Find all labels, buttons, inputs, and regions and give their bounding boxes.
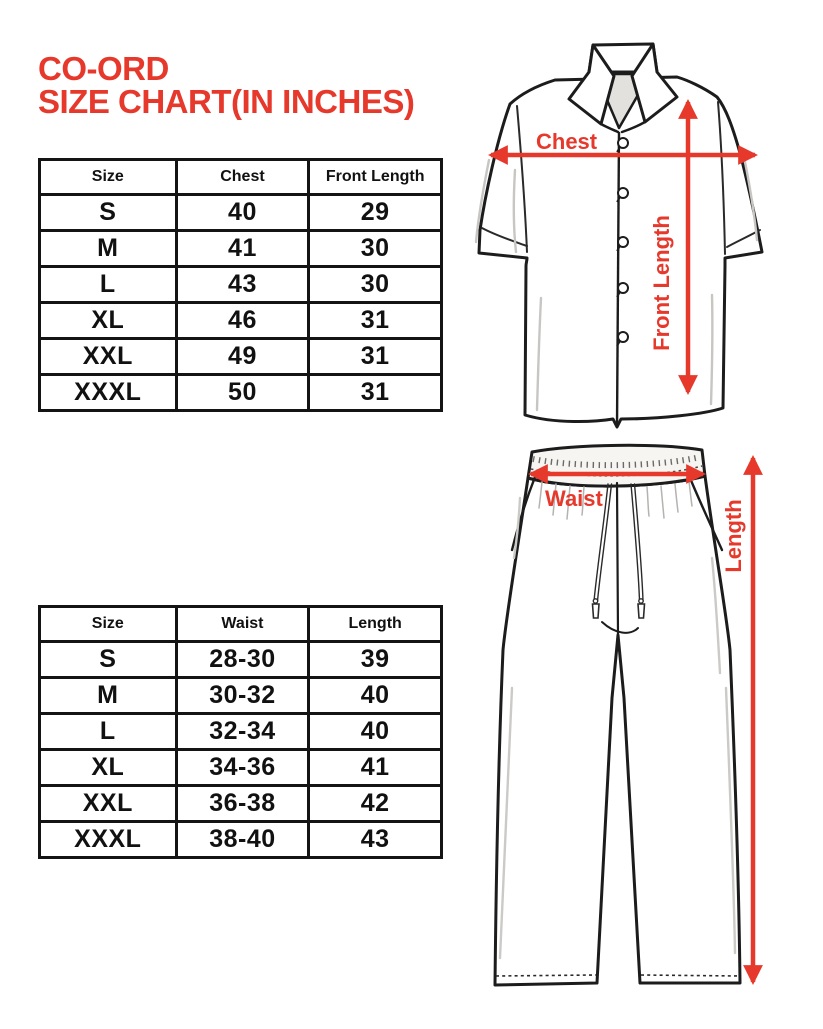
table-row <box>40 786 442 822</box>
table-cell: L <box>40 714 177 750</box>
table-cell: 34-36 <box>176 750 309 786</box>
table-cell: 40 <box>176 195 309 231</box>
waistband <box>528 445 705 486</box>
table-row <box>40 231 442 267</box>
column-header-size: Size <box>40 160 177 195</box>
table-cell: 43 <box>309 822 442 858</box>
table-cell: 31 <box>309 339 442 375</box>
table-row <box>40 642 442 678</box>
table-cell: M <box>40 231 177 267</box>
center-front-seam <box>617 483 618 635</box>
table-cell: XL <box>40 303 177 339</box>
chest-arrow-label: Chest <box>536 129 598 154</box>
title-line-1: CO-ORD <box>38 50 169 87</box>
table-cell: S <box>40 195 177 231</box>
table-cell: 41 <box>176 231 309 267</box>
table-row <box>40 714 442 750</box>
table-cell: 30-32 <box>176 678 309 714</box>
table-row <box>40 195 442 231</box>
table-row <box>40 750 442 786</box>
table-cell: 42 <box>309 786 442 822</box>
page-title <box>38 52 414 118</box>
table-cell: 43 <box>176 267 309 303</box>
table-cell: XXL <box>40 786 177 822</box>
table-cell: 28-30 <box>176 642 309 678</box>
front-length-arrow-label: Front Length <box>649 215 674 351</box>
title-line-2: SIZE CHART(IN INCHES) <box>38 83 415 120</box>
table-cell: 29 <box>309 195 442 231</box>
table-cell: 46 <box>176 303 309 339</box>
table-cell: 31 <box>309 303 442 339</box>
table-cell: XXXL <box>40 822 177 858</box>
table-cell: XXL <box>40 339 177 375</box>
table-cell: 32-34 <box>176 714 309 750</box>
column-header-waist: Waist <box>176 607 309 642</box>
table-cell: M <box>40 678 177 714</box>
table-header-row <box>40 607 442 642</box>
waist-arrow-label: Waist <box>545 486 603 511</box>
table-cell: S <box>40 642 177 678</box>
shirt-technical-drawing <box>455 20 823 440</box>
pants-size-table <box>38 605 443 859</box>
column-header-size: Size <box>40 607 177 642</box>
table-cell: 50 <box>176 375 309 411</box>
column-header-front-length: Front Length <box>309 160 442 195</box>
table-cell: 30 <box>309 231 442 267</box>
column-header-length: Length <box>309 607 442 642</box>
table-cell: XL <box>40 750 177 786</box>
table-cell: 38-40 <box>176 822 309 858</box>
table-row <box>40 375 442 411</box>
table-row <box>40 303 442 339</box>
pants-technical-drawing <box>450 438 795 1013</box>
table-cell: 31 <box>309 375 442 411</box>
table-cell: 40 <box>309 714 442 750</box>
table-cell: L <box>40 267 177 303</box>
table-header-row <box>40 160 442 195</box>
table-row <box>40 339 442 375</box>
table-row <box>40 822 442 858</box>
table-cell: 49 <box>176 339 309 375</box>
table-row <box>40 678 442 714</box>
table-cell: 36-38 <box>176 786 309 822</box>
aglet-right <box>638 604 645 618</box>
shirt-size-table <box>38 158 443 412</box>
table-cell: 41 <box>309 750 442 786</box>
table-cell: 39 <box>309 642 442 678</box>
table-cell: 40 <box>309 678 442 714</box>
table-row <box>40 267 442 303</box>
table-cell: XXXL <box>40 375 177 411</box>
aglet-left <box>593 604 600 618</box>
length-arrow-label: Length <box>721 499 746 573</box>
column-header-chest: Chest <box>176 160 309 195</box>
table-cell: 30 <box>309 267 442 303</box>
